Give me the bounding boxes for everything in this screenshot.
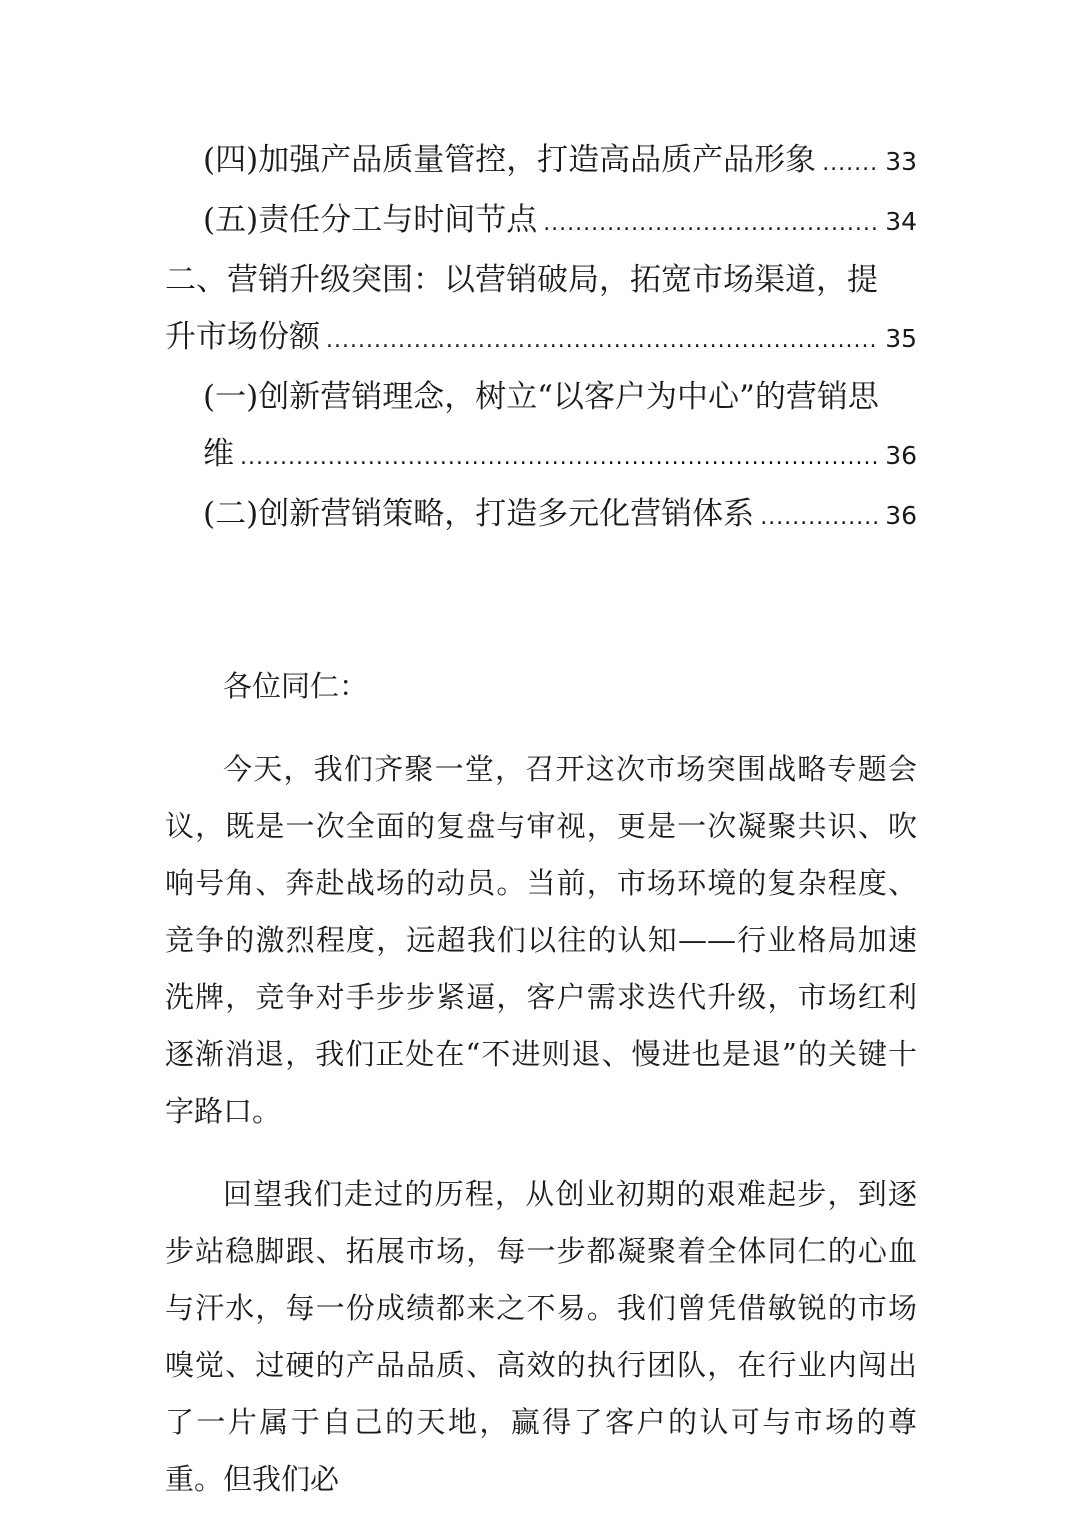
toc-entry[interactable] [165, 252, 917, 369]
toc-entry-title: (二)创新营销策略，打造多元化营销体系 [203, 496, 755, 532]
toc-entry-title-line1: 二、营销升级突围：以营销破局，拓宽市场渠道，提 [165, 262, 878, 298]
toc-entry-title: (四)加强产品质量管控，打造高品质产品形象 [203, 142, 817, 178]
toc-dot-leader [543, 195, 879, 252]
toc-page-number: 35 [885, 324, 917, 353]
toc-dot-leader [240, 429, 879, 486]
toc-entry[interactable] [165, 132, 917, 192]
toc-page-number: 34 [885, 207, 917, 236]
toc-entry[interactable] [165, 192, 917, 252]
toc-entry-title-line2: 维 [203, 436, 234, 472]
speech-body [165, 658, 917, 1534]
toc-entry[interactable] [165, 486, 917, 546]
toc-entry-title-line1: (一)创新营销理念，树立“以客户为中心”的营销思 [203, 379, 879, 415]
paragraph: 今天，我们齐聚一堂，召开这次市场突围战略专题会议，既是一次全面的复盘与审视，更是一次凝聚共识、吹响号角、奔赴战场的动员。当前，市场环境的复杂程度、竞争的激烈程度，远超我们以往的认知——行业格局加速洗牌，竞争对手步步紧逼，客户需求迭代升级，市场红利逐渐消退，我们正处在“不进则退、慢进也是退”的关键十字路口。 [165, 752, 917, 1128]
toc-page-number: 36 [885, 501, 917, 530]
paragraph: 回望我们走过的历程，从创业初期的艰难起步，到逐步站稳脚跟、拓展市场，每一步都凝聚着全体同仁的心血与汗水，每一份成绩都来之不易。我们曾凭借敏锐的市场嗅觉、过硬的产品品质、高效的执行团队，在行业内闯出了一片属于自己的天地，赢得了客户的认可与市场的尊重。但我们必 [165, 1177, 917, 1496]
toc-dot-leader [760, 489, 879, 546]
toc-entry[interactable] [165, 369, 917, 486]
toc-entry-title: (五)责任分工与时间节点 [203, 202, 538, 238]
toc-page-number: 33 [885, 147, 917, 176]
toc-entry-title-line2: 升市场份额 [165, 319, 320, 355]
toc-dot-leader [326, 312, 879, 369]
toc-page-number: 36 [885, 441, 917, 470]
toc-dot-leader [822, 135, 879, 192]
table-of-contents [165, 132, 917, 546]
salutation: 各位同仁： [223, 669, 369, 703]
